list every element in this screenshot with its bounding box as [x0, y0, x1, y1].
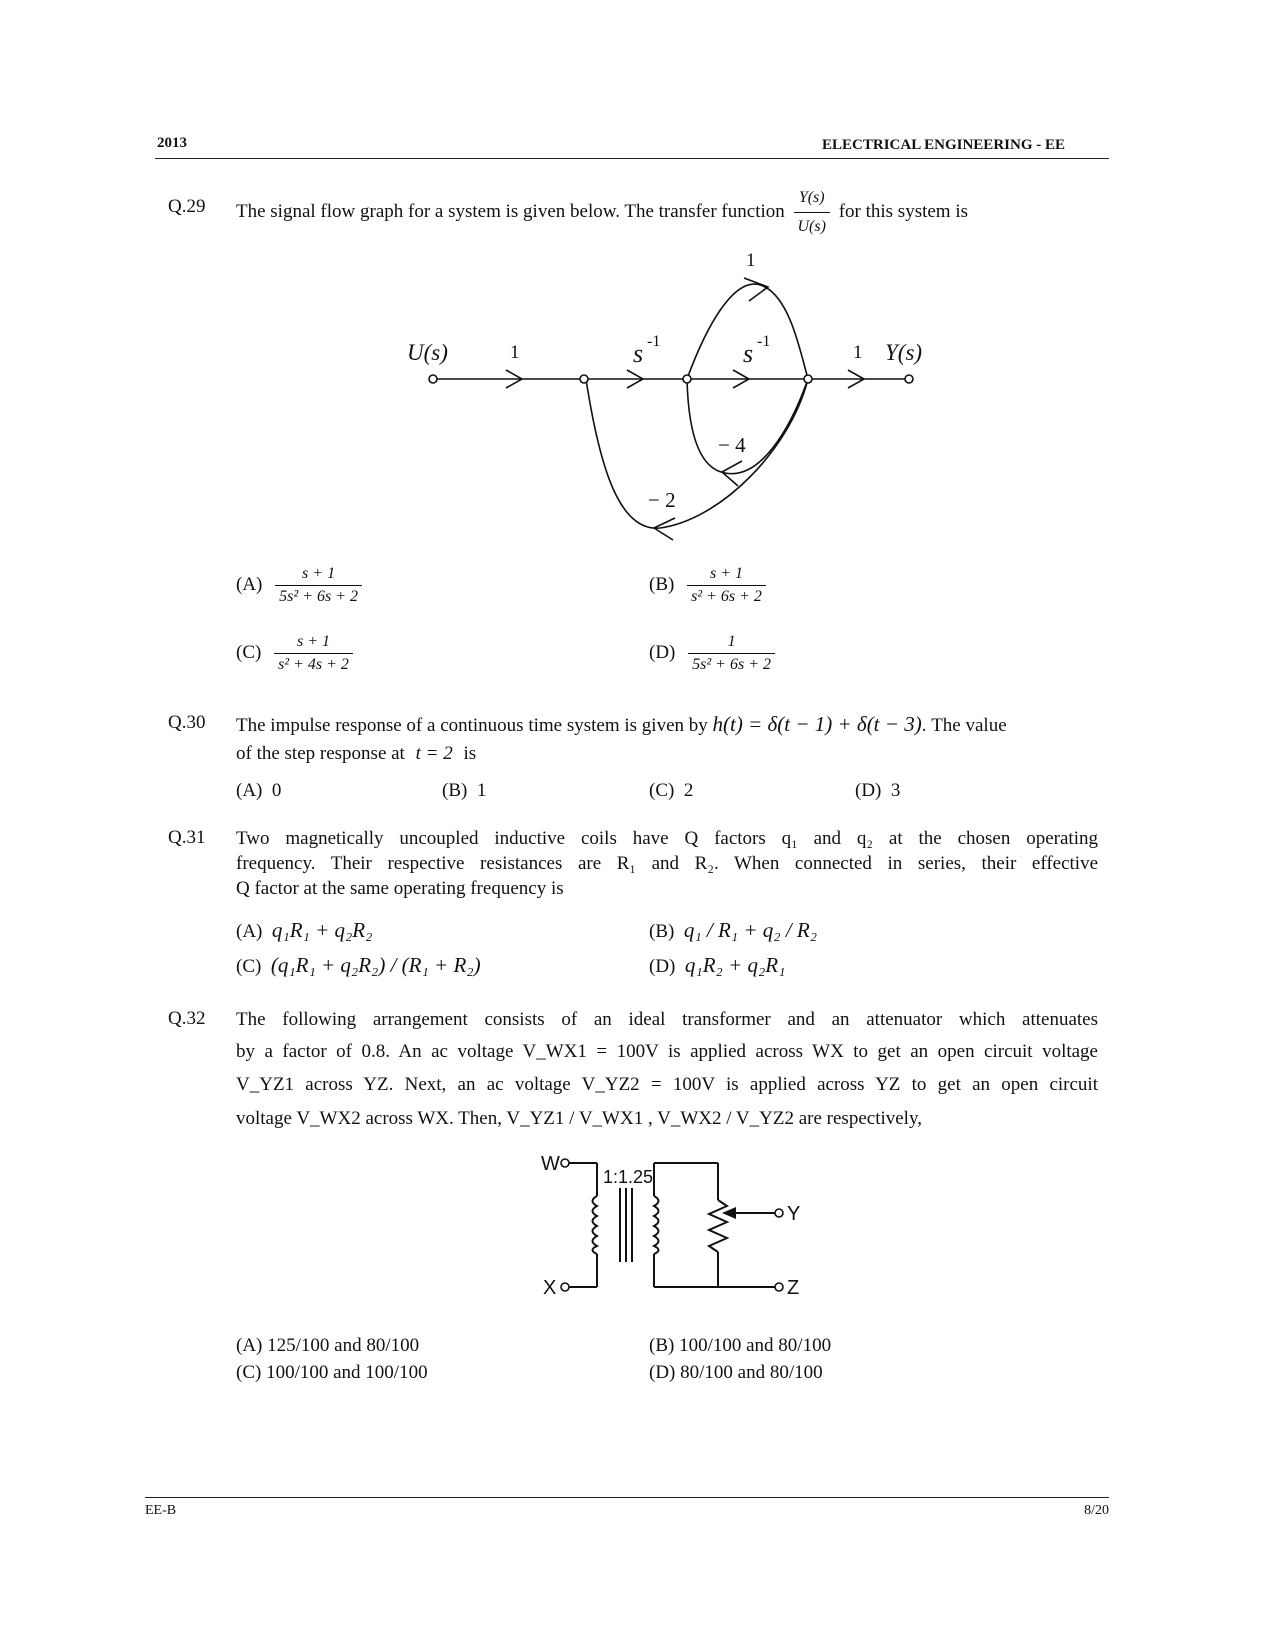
terminal-y-label: Y — [787, 1203, 801, 1225]
q31-line1: Two magnetically uncoupled inductive coils have Q factors q₁ and q₂ at the chosen operating — [236, 828, 1098, 849]
q31-option-b-value: q₁ / R₁ + q₂ / R₂ — [683, 918, 818, 942]
q32-option-d-value: 80/100 and 80/100 — [680, 1362, 823, 1383]
q31-line2: frequency. Their respective resistances are R₁ and R₂. When connected in series, their effective — [236, 853, 1098, 874]
q30-option-a[interactable] — [236, 780, 281, 802]
footer-code: EE-B — [145, 1503, 177, 1518]
primary-coil — [593, 1196, 598, 1254]
q30-equation: h(t) = δ(t − 1) + δ(t − 3) — [712, 712, 922, 736]
q31-option-d-label: (D) — [649, 956, 676, 977]
q30-option-b[interactable] — [442, 780, 486, 802]
q29-transfer-fraction — [794, 186, 830, 239]
footer-rule — [145, 1497, 1109, 1498]
q32-option-c[interactable] — [236, 1362, 428, 1384]
q29-option-d[interactable] — [649, 633, 779, 674]
q29-option-d-num: 1 — [727, 633, 736, 650]
sfg-gain-s1-exp: -1 — [647, 333, 661, 350]
q29-tf-num: Y(s) — [798, 189, 825, 206]
turns-ratio-label: 1:1.25 — [603, 1167, 654, 1187]
q32-line3: V_YZ1 across YZ. Next, an ac voltage V_YZ2 = 100V is applied across YZ to get an open circuit — [236, 1074, 1098, 1095]
q29-stem — [236, 186, 968, 239]
q30-line2 — [236, 742, 476, 766]
q31-line3: Q factor at the same operating frequency is — [236, 878, 564, 899]
q31-option-a-label: (A) — [236, 921, 263, 942]
q32-line2: by a factor of 0.8. An ac voltage V_WX1 = 100V is applied across WX to get an open circuit voltage — [236, 1041, 1098, 1062]
terminal-z-label: Z — [787, 1277, 800, 1299]
q31-option-d-value: q₁R₂ + q₂R₁ — [684, 953, 786, 977]
q29-option-a-den: 5s² + 6s + 2 — [275, 585, 362, 606]
q32-option-b-value: 100/100 and 80/100 — [679, 1335, 832, 1356]
secondary-coil — [654, 1196, 659, 1254]
sfg-gain-in: 1 — [510, 342, 520, 363]
q29-option-a-label: (A) — [236, 573, 263, 595]
q30-line1-end: . The value — [921, 715, 1007, 736]
q29-number: Q.29 — [168, 196, 206, 217]
q30-option-b-value: 1 — [476, 780, 487, 801]
q32-option-c-label: (C) — [236, 1362, 262, 1383]
q31-number: Q.31 — [168, 827, 206, 848]
sfg-gain-fb-outer: − 2 — [648, 488, 676, 512]
q31-option-b[interactable] — [649, 918, 817, 943]
q30-option-d-label: (D) — [855, 780, 882, 801]
attenuator-resistor — [709, 1200, 727, 1252]
sfg-node-1 — [580, 375, 588, 383]
sfg-node-3 — [804, 375, 812, 383]
q32-option-b[interactable] — [649, 1335, 831, 1357]
q29-option-c-den: s² + 4s + 2 — [274, 653, 353, 674]
q30-option-a-value: 0 — [271, 780, 282, 801]
q31-option-a[interactable] — [236, 918, 372, 943]
sfg-label-input: U(s) — [407, 340, 448, 365]
q29-option-a-frac — [275, 565, 362, 606]
sfg-arrow-top — [744, 278, 768, 301]
terminal-w-label: W — [541, 1153, 560, 1175]
q30-option-c-label: (C) — [649, 780, 675, 801]
terminal-x-label: X — [543, 1277, 557, 1299]
q31-option-c-value: (q₁R₁ + q₂R₂) / (R₁ + R₂) — [270, 953, 481, 977]
q29-option-c-num: s + 1 — [296, 633, 331, 650]
q30-option-c-value: 2 — [683, 780, 694, 801]
q30-option-b-label: (B) — [442, 780, 468, 801]
q30-option-c[interactable] — [649, 780, 693, 802]
q32-option-a[interactable] — [236, 1335, 419, 1357]
sfg-feedback-inner — [687, 379, 808, 474]
q29-option-d-den: 5s² + 6s + 2 — [688, 653, 775, 674]
q30-option-a-label: (A) — [236, 780, 263, 801]
q29-option-b-num: s + 1 — [709, 565, 744, 582]
q32-line1: The following arrangement consists of an ideal transformer and an attenuator which attenuates — [236, 1009, 1098, 1030]
sfg-arrow-fb-outer — [654, 518, 675, 540]
q29-text-after: for this system is — [838, 200, 968, 222]
q30-line2-text: of the step response at — [236, 743, 405, 764]
sfg-gain-s1: s — [633, 339, 644, 368]
header-year: 2013 — [157, 135, 187, 151]
q31-option-d[interactable] — [649, 953, 785, 978]
sfg-feedback-outer — [586, 379, 808, 528]
q30-line2-end: is — [463, 743, 477, 764]
q29-tf-den: U(s) — [794, 212, 830, 239]
q32-option-a-label: (A) — [236, 1335, 263, 1356]
q30-line1 — [236, 712, 1007, 738]
q32-option-d[interactable] — [649, 1362, 823, 1384]
q29-option-d-label: (D) — [649, 641, 676, 663]
q31-option-b-label: (B) — [649, 921, 675, 942]
q31-option-c[interactable] — [236, 953, 481, 978]
q31-option-a-value: q₁R₁ + q₂R₂ — [271, 918, 373, 942]
q30-t-eq: t = 2 — [415, 743, 453, 764]
sfg-gain-s2-exp: -1 — [757, 333, 771, 350]
q30-line1-text: The impulse response of a continuous time system is given by — [236, 715, 708, 736]
sfg-gain-out: 1 — [853, 342, 863, 363]
q32-option-b-label: (B) — [649, 1335, 675, 1356]
q32-option-d-label: (D) — [649, 1362, 676, 1383]
transformer-attenuator-circuit — [530, 1140, 830, 1300]
q29-option-b[interactable] — [649, 565, 770, 606]
footer-page: 8/20 — [1084, 1503, 1109, 1518]
q32-option-c-value: 100/100 and 100/100 — [266, 1362, 428, 1383]
q29-option-a-num: s + 1 — [302, 565, 336, 582]
sfg-gain-s2: s — [743, 339, 754, 368]
sfg-gain-top: 1 — [746, 250, 756, 271]
q32-number: Q.32 — [168, 1008, 206, 1029]
sfg-gain-fb-inner: − 4 — [718, 433, 746, 457]
q31-option-c-label: (C) — [236, 956, 262, 977]
q29-option-c-label: (C) — [236, 641, 262, 663]
q30-number: Q.30 — [168, 712, 206, 733]
q29-option-c-frac — [274, 633, 353, 674]
q30-option-d[interactable] — [855, 780, 900, 802]
q29-option-d-frac — [688, 633, 775, 674]
sfg-node-2 — [683, 375, 691, 383]
q30-option-d-value: 3 — [890, 780, 901, 801]
sfg-label-output: Y(s) — [885, 340, 923, 365]
q29-text-before: The signal flow graph for a system is given below. The transfer function — [236, 200, 785, 222]
q32-option-a-value: 125/100 and 80/100 — [267, 1335, 420, 1356]
signal-flow-graph — [380, 240, 940, 550]
sfg-node-output — [905, 375, 913, 383]
header-rule — [155, 158, 1109, 159]
q32-line4: voltage V_WX2 across WX. Then, V_YZ1 / V_WX1 , V_WX2 / V_YZ2 are respectively, — [236, 1108, 922, 1129]
header-subject: ELECTRICAL ENGINEERING - EE — [822, 137, 1065, 153]
q29-option-b-frac — [687, 565, 766, 606]
sfg-node-input — [429, 375, 437, 383]
q29-option-b-label: (B) — [649, 573, 675, 595]
q29-option-b-den: s² + 6s + 2 — [687, 585, 766, 606]
q29-option-a[interactable] — [236, 565, 366, 606]
q29-option-c[interactable] — [236, 633, 357, 674]
